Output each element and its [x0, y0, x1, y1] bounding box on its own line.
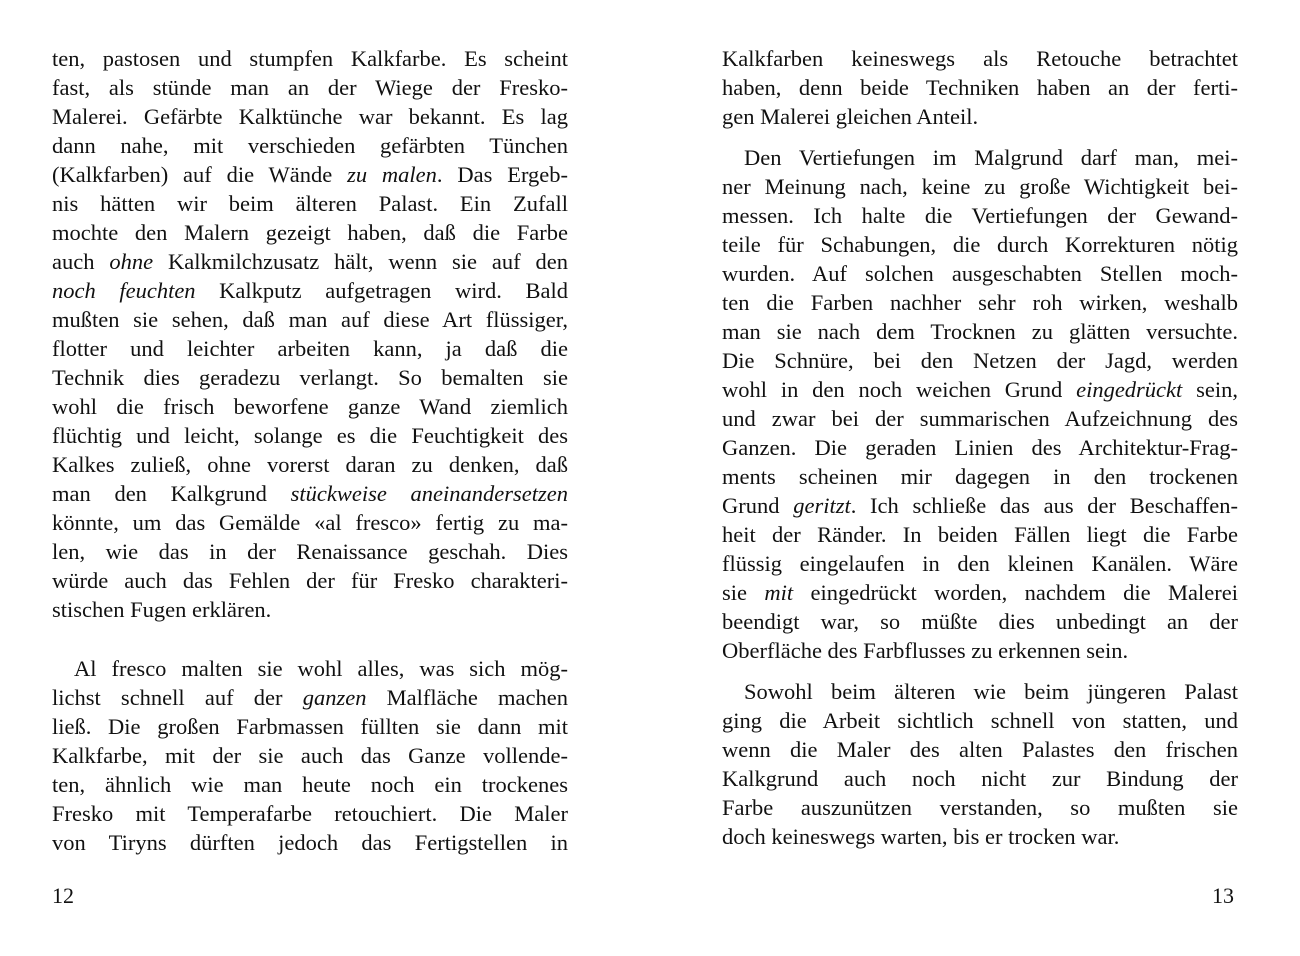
text-line: flüssig eingelaufen in den kleinen Kanälen. Wäre: [722, 551, 1238, 576]
left-page: [52, 44, 568, 857]
text-line: ten, ähnlich wie man heute noch ein trockenes: [52, 772, 568, 797]
text-line: fast, als stünde man an der Wiege der Fresko-: [52, 75, 568, 100]
text-line: von Tiryns dürften jedoch das Fertigstellen in: [52, 830, 568, 855]
text-line: wurden. Auf solchen ausgeschabten Stellen moch-: [722, 261, 1238, 286]
text-line: Die Schnüre, bei den Netzen der Jagd, werden: [722, 348, 1238, 373]
text-line: lichst schnell auf der ganzen Malfläche machen: [52, 685, 568, 710]
page-number-right: 13: [1212, 883, 1234, 908]
text-line: Ganzen. Die geraden Linien des Architektur-Frag-: [722, 435, 1238, 460]
text-line: wohl in den noch weichen Grund eingedrückt sein,: [722, 377, 1238, 402]
text-line: ließ. Die großen Farbmassen füllten sie dann mit: [52, 714, 568, 739]
text-line: Malerei. Gefärbte Kalktünche war bekannt. Es lag: [52, 104, 568, 129]
text-line: haben, denn beide Techniken haben an der ferti-: [722, 75, 1238, 100]
right-page: [722, 44, 1238, 851]
text-line: ging die Arbeit sichtlich schnell von statten, und: [722, 708, 1238, 733]
text-line: messen. Ich halte die Vertiefungen der Gewand-: [722, 203, 1238, 228]
text-line: ten, pastosen und stumpfen Kalkfarbe. Es scheint: [52, 46, 568, 71]
paragraph: [722, 143, 1238, 665]
text-line: noch feuchten Kalkputz aufgetragen wird. Bald: [52, 278, 568, 303]
text-line: auch ohne Kalkmilchzusatz hält, wenn sie auf den: [52, 249, 568, 274]
text-line: beendigt war, so müßte dies unbedingt an der: [722, 609, 1238, 634]
text-line: mußten sie sehen, daß man auf diese Art flüssiger,: [52, 307, 568, 332]
text-line: Fresko mit Temperafarbe retouchiert. Die Maler: [52, 801, 568, 826]
text-line: Farbe auszunützen verstanden, so mußten sie: [722, 795, 1238, 820]
paragraph-gap: [722, 131, 1238, 143]
text-line: nis hätten wir beim älteren Palast. Ein Zufall: [52, 191, 568, 216]
text-line: doch keineswegs warten, bis er trocken war.: [722, 824, 1120, 849]
text-line: Oberfläche des Farbflusses zu erkennen sein.: [722, 638, 1129, 663]
text-line: ten die Farben nachher sehr roh wirken, weshalb: [722, 290, 1238, 315]
text-line: Kalkfarbe, mit der sie auch das Ganze vollende-: [52, 743, 568, 768]
text-line: man sie nach dem Trocknen zu glätten versuchte.: [722, 319, 1238, 344]
text-line: und zwar bei der summarischen Aufzeichnung des: [722, 406, 1238, 431]
text-line: sie mit eingedrückt worden, nachdem die Malerei: [722, 580, 1238, 605]
text-line: Al fresco malten sie wohl alles, was sich mög-: [74, 656, 568, 681]
paragraph: [52, 654, 568, 857]
text-line: teile für Schabungen, die durch Korrekturen nötig: [722, 232, 1238, 257]
text-line: wenn die Maler des alten Palastes den frischen: [722, 737, 1238, 762]
paragraph-gap: [52, 624, 568, 654]
text-line: Kalkgrund auch noch nicht zur Bindung der: [722, 766, 1238, 791]
text-line: mochte den Malern gezeigt haben, daß die Farbe: [52, 220, 568, 245]
text-line: dann nahe, mit verschieden gefärbten Tünchen: [52, 133, 568, 158]
text-line: Kalkes zuließ, ohne vorerst daran zu denken, daß: [52, 452, 568, 477]
paragraph: [52, 44, 568, 624]
text-line: Grund geritzt. Ich schließe das aus der Beschaffen-: [722, 493, 1238, 518]
text-line: len, wie das in der Renaissance geschah. Dies: [52, 539, 568, 564]
paragraph: [722, 44, 1238, 131]
text-line: Technik dies geradezu verlangt. So bemalten sie: [52, 365, 568, 390]
text-line: Sowohl beim älteren wie beim jüngeren Palast: [744, 679, 1238, 704]
text-line: ments scheinen mir dagegen in den trockenen: [722, 464, 1238, 489]
text-line: könnte, um das Gemälde «al fresco» fertig zu ma-: [52, 510, 568, 535]
text-line: flüchtig und leicht, solange es die Feuchtigkeit des: [52, 423, 568, 448]
text-line: heit der Ränder. In beiden Fällen liegt die Farbe: [722, 522, 1238, 547]
page-number-left: 12: [52, 883, 74, 908]
paragraph-gap: [722, 665, 1238, 677]
text-line: flotter und leichter arbeiten kann, ja daß die: [52, 336, 568, 361]
text-line: ner Meinung nach, keine zu große Wichtigkeit bei-: [722, 174, 1238, 199]
text-line: wohl die frisch beworfene ganze Wand ziemlich: [52, 394, 568, 419]
text-line: gen Malerei gleichen Anteil.: [722, 104, 979, 129]
text-line: (Kalkfarben) auf die Wände zu malen. Das Ergeb-: [52, 162, 569, 187]
text-line: Den Vertiefungen im Malgrund darf man, mei-: [744, 145, 1238, 170]
paragraph: [722, 677, 1238, 851]
text-line: stischen Fugen erklären.: [52, 597, 272, 622]
text-line: man den Kalkgrund stückweise aneinandersetzen: [52, 481, 568, 506]
text-line: würde auch das Fehlen der für Fresko charakteri-: [52, 568, 568, 593]
text-line: Kalkfarben keineswegs als Retouche betrachtet: [722, 46, 1238, 71]
